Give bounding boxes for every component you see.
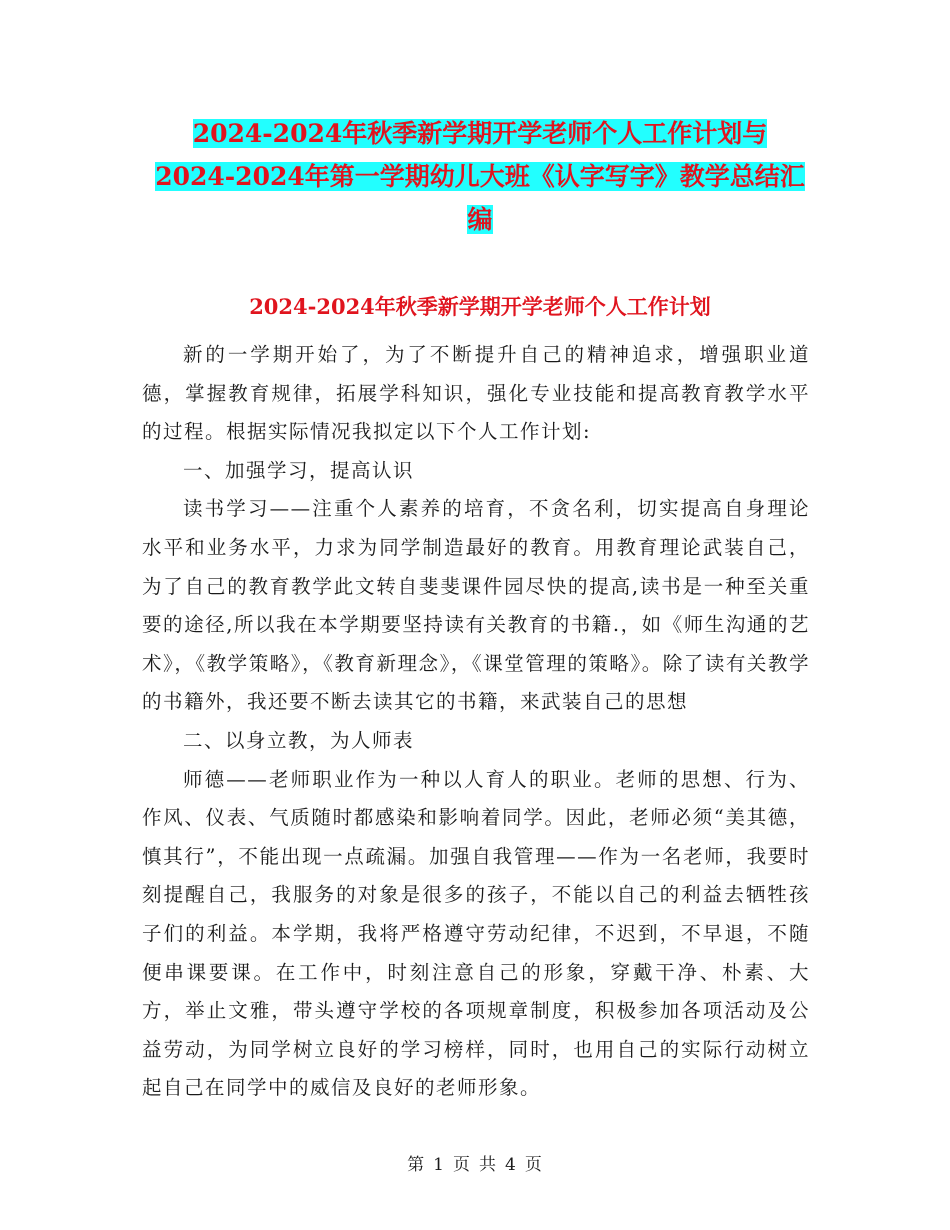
footer-prefix: 第 (407, 1155, 426, 1175)
body-text (142, 336, 810, 1108)
footer-suffix: 页 (524, 1155, 543, 1175)
section-title: 2024-2024年秋季新学期开学老师个人工作计划 (249, 294, 711, 319)
footer-page-word: 页 (453, 1155, 471, 1175)
document-title (130, 112, 830, 241)
paragraph-ethics: 师德——老师职业作为一种以人育人的职业。老师的思想、行为、作风、仪表、气质随时都感染和影响着同学。因此，老师必须“美其德，慎其行”，不能出现一点疏漏。加强自我管理——作为一名老师，我要时刻提醒自己，我服务的对象是很多的孩子，不能以自己的利益去牺牲孩子们的利益。本学期，我将严格遵守劳动纪律，不迟到，不早退，不随便串课要课。在工作中，时刻注意自己的形象，穿戴干净、朴素、大方，举止文雅，带头遵守学校的各项规章制度，积极参加各项活动及公益劳动，为同学树立良好的学习榜样，同时，也用自己的实际行动树立起自己在同学中的威信及良好的老师形象。 (142, 767, 810, 1100)
footer-total-word: 共 (479, 1155, 497, 1175)
heading-example: 二、以身立教，为人师表 (182, 728, 414, 752)
title-line-2 (130, 155, 830, 198)
page-footer (0, 1150, 950, 1175)
title-line-2-text: 2024-2024年第一学期幼儿大班《认字写字》教学总结汇 (155, 162, 805, 191)
title-line-1 (130, 112, 830, 155)
footer-page-number: 1 (433, 1155, 445, 1175)
heading-study: 一、加强学习，提高认识 (182, 458, 414, 482)
title-line-1-text: 2024-2024年秋季新学期开学老师个人工作计划与 (192, 119, 768, 148)
footer-total-pages: 4 (505, 1155, 517, 1175)
title-line-3-text: 编 (467, 205, 493, 234)
paragraph-intro: 新的一学期开始了，为了不断提升自己的精神追求，增强职业道德，掌握教育规律，拓展学科知识，强化专业技能和提高教育教学水平的过程。根据实际情况我拟定以下个人工作计划: (142, 343, 810, 444)
paragraph-reading: 读书学习——注重个人素养的培育，不贪名利，切实提高自身理论水平和业务水平，力求为同学制造最好的教育。用教育理论武装自己，为了自己的教育教学此文转自斐斐课件园尽快的提高,读书是一种至关重要的途径,所以我在本学期要坚持读有关教育的书籍.，如《师生沟通的艺术》，《教学策略》，《教育新理念》，《课堂管理的策略》。除了读有关教学的书籍外，我还要不断去读其它的书籍，来武装自己的思想 (142, 497, 810, 714)
title-line-3 (130, 198, 830, 241)
